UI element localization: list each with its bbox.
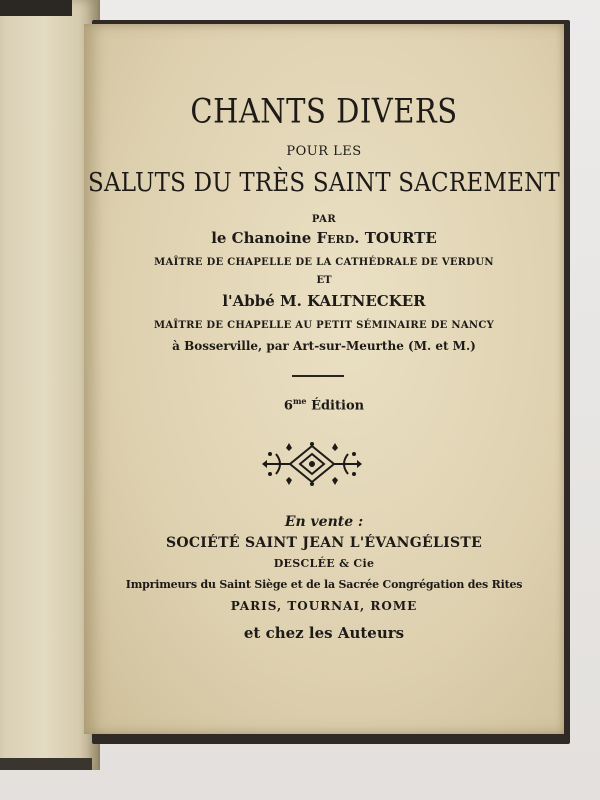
- publisher-firm: DESCLÉE & Cie: [273, 557, 375, 570]
- author-2-place: à Bosserville, par Art-sur-Meurthe (M. et M.): [172, 339, 476, 353]
- edition: [84, 396, 564, 413]
- printers-line: Imprimeurs du Saint Siège et de la Sacrée Congrégation des Rites: [125, 578, 523, 591]
- edition-suffix: me: [292, 396, 307, 406]
- sale-label: En vente :: [284, 514, 364, 530]
- title-page: [84, 24, 564, 734]
- et-label: ET: [316, 275, 332, 286]
- author-2-prefix: l'Abbé M.: [222, 292, 302, 310]
- author-1: [84, 229, 564, 247]
- book-subtitle: SALUTS DU TRÈS SAINT SACREMENT: [88, 168, 560, 198]
- divider-rule: [292, 375, 344, 377]
- par-label: PAR: [311, 214, 337, 225]
- also-authors: et chez les Auteurs: [243, 624, 405, 642]
- author-2-role: MAÎTRE DE CHAPELLE AU PETIT SÉMINAIRE DE NANCY: [153, 320, 495, 331]
- publisher: SOCIÉTÉ SAINT JEAN L'ÉVANGÉLISTE: [165, 535, 483, 551]
- left-cover-bottom: [0, 758, 92, 770]
- cities-line: PARIS, TOURNAI, ROME: [230, 599, 418, 613]
- left-cover-top: [0, 0, 72, 16]
- author-2-surname: KALTNECKER: [307, 292, 426, 310]
- pour-les: POUR LES: [286, 144, 362, 159]
- author-1-role: MAÎTRE DE CHAPELLE DE LA CATHÉDRALE DE VERDUN: [154, 257, 494, 268]
- book-title: CHANTS DIVERS: [190, 91, 458, 131]
- edition-number: 6: [283, 398, 293, 414]
- floral-fleuron-icon: [256, 440, 368, 488]
- author-1-surname: TOURTE: [364, 229, 437, 247]
- author-1-prefix: le Chanoine: [211, 229, 312, 247]
- edition-label: Édition: [311, 398, 365, 414]
- author-1-given-name: Ferd.: [316, 229, 360, 247]
- author-2: [84, 292, 564, 310]
